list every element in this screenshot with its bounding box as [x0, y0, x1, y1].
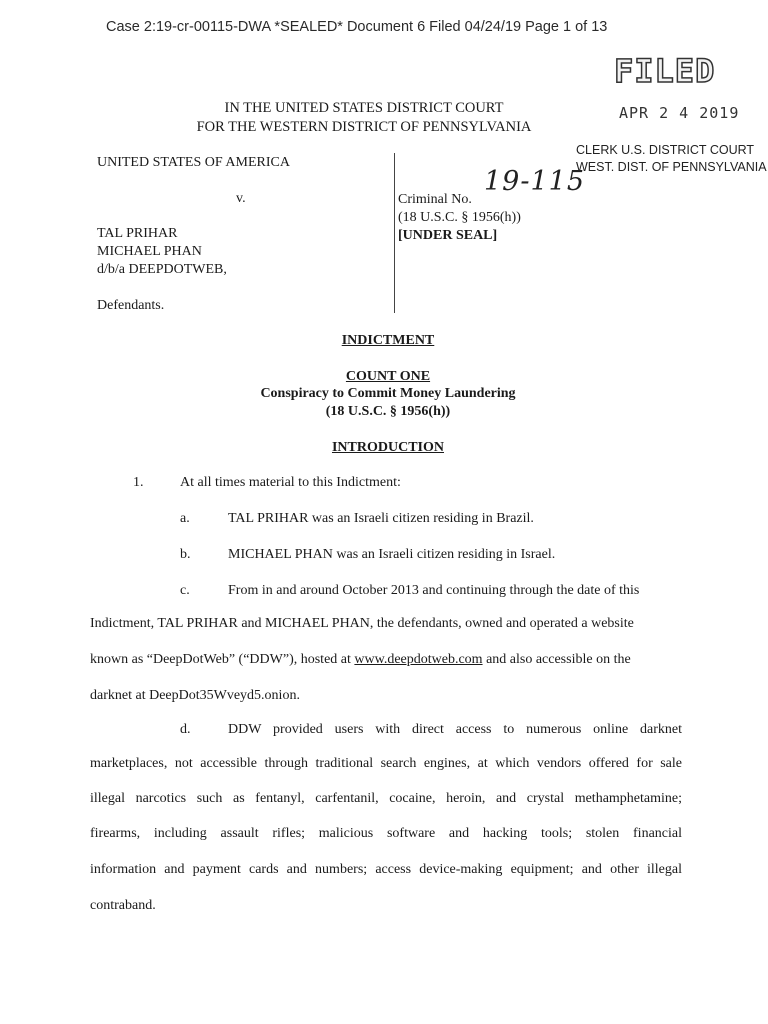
defendants-label: Defendants.	[97, 298, 165, 313]
subparagraph-d-line: marketplaces, not accessible through traditional search engines, at which vendors offered for sale	[90, 756, 682, 771]
indictment-heading: INDICTMENT	[341, 333, 435, 348]
defendant-dba: d/b/a DEEPDOTWEB,	[97, 262, 227, 277]
subparagraph-d-line: illegal narcotics such as fentanyl, carfentanil, cocaine, heroin, and crystal methamphetamine;	[90, 791, 682, 806]
filed-stamp: FILED	[614, 52, 716, 90]
website-link[interactable]: www.deepdotweb.com	[354, 652, 483, 667]
court-title-line1: IN THE UNITED STATES DISTRICT COURT	[224, 100, 504, 116]
subparagraph-d-line: DDW provided users with direct access to numerous online darknet	[228, 722, 682, 737]
charge-statute: (18 U.S.C. § 1956(h))	[325, 404, 451, 419]
subparagraph-d-line: information and payment cards and numbers; access device-making equipment; and other illegal	[90, 862, 682, 877]
subparagraph-d-line: contraband.	[90, 898, 156, 913]
subparagraph-c-line: From in and around October 2013 and continuing through the date of this	[228, 583, 640, 598]
subparagraph-label-b: b.	[180, 547, 191, 562]
subparagraph-label-d: d.	[180, 722, 191, 737]
versus-label: v.	[236, 191, 246, 206]
charge-title: Conspiracy to Commit Money Laundering	[260, 386, 516, 401]
plaintiff-name: UNITED STATES OF AMERICA	[97, 155, 290, 170]
criminal-no-label: Criminal No.	[398, 192, 472, 207]
case-header: Case 2:19-cr-00115-DWA *SEALED* Document 6 Filed 04/24/19 Page 1 of 13	[106, 19, 608, 35]
subparagraph-c-line	[90, 652, 631, 668]
caption-divider	[394, 153, 395, 313]
subparagraph-d-line: firearms, including assault rifles; malicious software and hacking tools; stolen financial	[90, 826, 682, 841]
subparagraph-text-a: TAL PRIHAR was an Israeli citizen residing in Brazil.	[228, 511, 534, 526]
count-heading: COUNT ONE	[345, 369, 431, 384]
subparagraph-c-line: darknet at DeepDot35Wveyd5.onion.	[90, 688, 300, 703]
clerk-stamp-line2: WEST. DIST. OF PENNSYLVANIA	[576, 160, 767, 174]
subparagraph-text-b: MICHAEL PHAN was an Israeli citizen residing in Israel.	[228, 547, 556, 562]
court-title-line2: FOR THE WESTERN DISTRICT OF PENNSYLVANIA	[196, 119, 532, 135]
introduction-heading: INTRODUCTION	[331, 440, 444, 455]
statute-citation: (18 U.S.C. § 1956(h))	[398, 210, 521, 225]
clerk-stamp	[576, 142, 767, 176]
text-fragment: and also accessible on the	[482, 652, 631, 667]
subparagraph-label-c: c.	[180, 583, 190, 598]
paragraph-number: 1.	[133, 475, 144, 490]
filed-date-stamp: APR 2 4 2019	[619, 104, 740, 122]
defendant-name-2: MICHAEL PHAN	[97, 244, 202, 259]
subparagraph-c-line: Indictment, TAL PRIHAR and MICHAEL PHAN, the defendants, owned and operated a website	[90, 616, 634, 631]
subparagraph-label-a: a.	[180, 511, 190, 526]
paragraph-text: At all times material to this Indictment:	[180, 475, 401, 490]
clerk-stamp-line1: CLERK U.S. DISTRICT COURT	[576, 143, 755, 157]
defendant-name-1: TAL PRIHAR	[97, 226, 178, 241]
under-seal-label: [UNDER SEAL]	[398, 228, 498, 243]
text-fragment: known as “DeepDotWeb” (“DDW”), hosted at	[90, 652, 355, 667]
handwritten-case-number: 19-115	[484, 166, 586, 197]
